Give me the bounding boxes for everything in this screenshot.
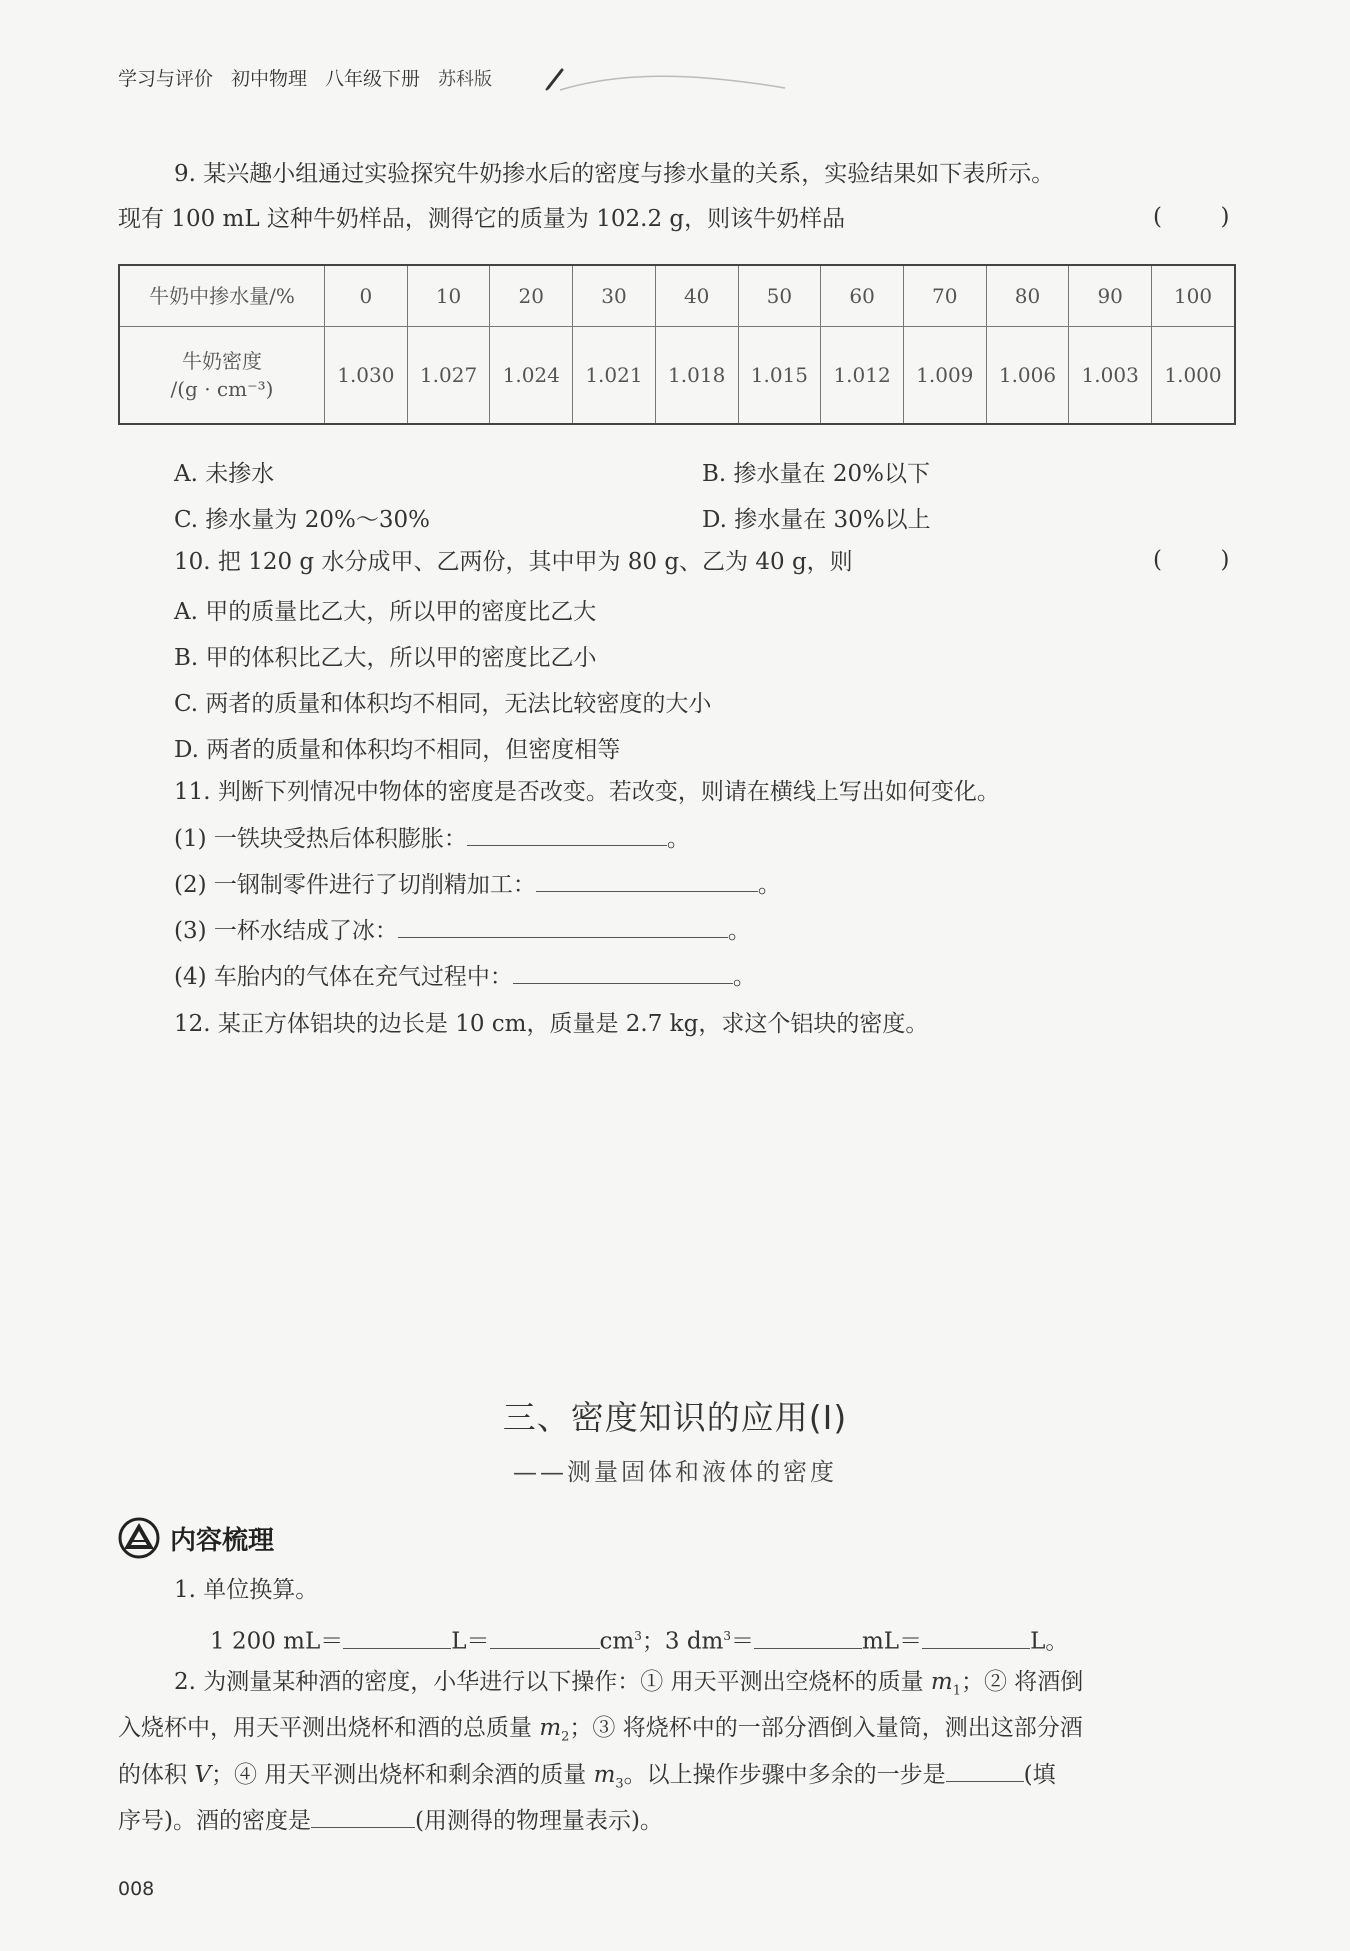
c2-line1 xyxy=(174,1667,1083,1707)
q10-option-a: A. 甲的质量比乙大，所以甲的密度比乙大 xyxy=(174,599,597,625)
q11-item1 xyxy=(174,823,690,854)
milk-density-table xyxy=(118,264,1236,425)
table-row xyxy=(119,265,1235,327)
c2-text: ；③ 将烧杯中的一部分酒倒入量筒，测出这部分酒 xyxy=(569,1715,1083,1741)
c1-text: L。 xyxy=(1030,1628,1069,1655)
superscript: 3 xyxy=(634,1629,642,1643)
variable-m: m xyxy=(930,1669,953,1695)
table-cell: 1.018 xyxy=(655,327,738,425)
period: 。 xyxy=(727,918,751,944)
c2-text: ；② 将酒倒 xyxy=(960,1669,1084,1695)
q10-option-d: D. 两者的质量和体积均不相同，但密度相等 xyxy=(174,737,621,763)
answer-blank[interactable] xyxy=(513,961,733,984)
table-cell: 1.027 xyxy=(407,327,490,425)
q12-stem: 12. 某正方体铝块的边长是 10 cm，质量是 2.7 kg，求这个铝块的密度。 xyxy=(174,1011,929,1037)
c1-text: cm xyxy=(599,1628,635,1655)
table-row xyxy=(119,327,1235,425)
table-cell: 1.024 xyxy=(490,327,573,425)
q9-option-c: C. 掺水量为 20%～30% xyxy=(174,507,430,533)
c2-text: 。以上操作步骤中多余的一步是 xyxy=(623,1762,946,1788)
c1-text: ；3 dm xyxy=(641,1628,724,1655)
table-cell: 1.021 xyxy=(573,327,656,425)
c1-text: L＝ xyxy=(451,1628,490,1655)
q11-stem: 11. 判断下列情况中物体的密度是否改变。若改变，则请在横线上写出如何变化。 xyxy=(174,779,1000,805)
q9-line1: 9. 某兴趣小组通过实验探究牛奶掺水后的密度与掺水量的关系，实验结果如下表所示。 xyxy=(174,161,1055,187)
section-title: 三、密度知识的应用(Ⅰ) xyxy=(502,1398,848,1437)
table-cell: 70 xyxy=(903,265,986,327)
table-cell: 0 xyxy=(325,265,408,327)
table-cell: 10 xyxy=(407,265,490,327)
c2-text: ；④ 用天平测出烧杯和剩余酒的质量 xyxy=(210,1762,594,1788)
answer-blank[interactable] xyxy=(311,1805,415,1828)
period: 。 xyxy=(732,964,756,990)
q9-option-a: A. 未掺水 xyxy=(174,461,275,487)
table-cell: 1.012 xyxy=(821,327,904,425)
q11-item4-text: (4) 车胎内的气体在充气过程中： xyxy=(174,964,513,990)
q11-item1-text: (1) 一铁块受热后体积膨胀： xyxy=(174,826,467,852)
density-label-line1: 牛奶密度 xyxy=(182,349,262,373)
table-cell: 1.015 xyxy=(738,327,821,425)
q9-line2: 现有 100 mL 这种牛奶样品，测得它的质量为 102.2 g，则该牛奶样品 xyxy=(118,206,846,232)
answer-blank[interactable] xyxy=(946,1759,1024,1782)
c2-line3 xyxy=(118,1759,1056,1800)
q9-answer-bracket[interactable]: ( ) xyxy=(1153,204,1230,230)
superscript: 3 xyxy=(723,1629,731,1643)
heading-text: 内容梳理 xyxy=(170,1525,275,1556)
c2-line4 xyxy=(118,1805,663,1836)
c1-text: 1 200 mL＝ xyxy=(210,1628,344,1655)
table-cell: 90 xyxy=(1069,265,1152,327)
q9-option-d: D. 掺水量在 30%以上 xyxy=(702,507,931,533)
variable-v: V xyxy=(194,1762,211,1788)
table-cell: 1.009 xyxy=(903,327,986,425)
q11-item3 xyxy=(174,915,751,946)
book-title: 学习与评价 xyxy=(118,68,214,90)
q11-item2-text: (2) 一钢制零件进行了切削精加工： xyxy=(174,872,536,898)
q10-answer-bracket[interactable]: ( ) xyxy=(1153,547,1230,573)
subscript: 1 xyxy=(952,1683,961,1699)
content-review-heading xyxy=(118,1517,274,1559)
table-cell: 1.000 xyxy=(1152,327,1235,425)
c1-stem: 1. 单位换算。 xyxy=(174,1577,319,1603)
q10-option-c: C. 两者的质量和体积均不相同，无法比较密度的大小 xyxy=(174,691,712,717)
subject-label: 初中物理 xyxy=(231,68,308,90)
table-cell: 40 xyxy=(655,265,738,327)
q10-option-b: B. 甲的体积比乙大，所以甲的密度比乙小 xyxy=(174,645,597,671)
answer-blank[interactable] xyxy=(490,1626,600,1649)
q9-option-b: B. 掺水量在 20%以下 xyxy=(702,461,930,487)
c2-text: 的体积 xyxy=(118,1762,195,1788)
table-cell: 50 xyxy=(738,265,821,327)
table-cell: 60 xyxy=(821,265,904,327)
subscript: 2 xyxy=(561,1729,570,1745)
table-cell: 20 xyxy=(490,265,573,327)
table-cell: 1.006 xyxy=(986,327,1069,425)
density-label-line2: /(g · cm⁻³) xyxy=(170,377,274,401)
variable-m: m xyxy=(539,1715,562,1741)
answer-blank[interactable] xyxy=(754,1626,862,1649)
density-label xyxy=(119,327,325,425)
answer-blank[interactable] xyxy=(536,869,758,892)
pen-stroke-decoration xyxy=(540,62,790,96)
answer-blank[interactable] xyxy=(398,915,728,938)
c2-line2 xyxy=(118,1713,1083,1753)
c2-text: 入烧杯中，用天平测出烧杯和酒的总质量 xyxy=(118,1715,540,1741)
page-header xyxy=(118,64,496,91)
table-cell: 1.003 xyxy=(1069,327,1152,425)
c1-text: mL＝ xyxy=(862,1628,923,1655)
c1-conversion xyxy=(210,1621,1068,1657)
section-subtitle: ——测量固体和液体的密度 xyxy=(513,1458,837,1486)
grade-label: 八年级下册 xyxy=(325,68,421,90)
table-cell: 100 xyxy=(1152,265,1235,327)
c2-text: (用测得的物理量表示)。 xyxy=(414,1808,663,1834)
triangle-circle-icon xyxy=(118,1517,160,1559)
c2-text: 2. 为测量某种酒的密度，小华进行以下操作：① 用天平测出空烧杯的质量 xyxy=(174,1669,931,1695)
c1-text: ＝ xyxy=(731,1628,754,1655)
answer-blank[interactable] xyxy=(343,1626,451,1649)
c2-text: (填 xyxy=(1023,1762,1056,1788)
table-cell: 1.030 xyxy=(325,327,408,425)
table-cell: 30 xyxy=(573,265,656,327)
subscript: 3 xyxy=(615,1776,624,1792)
c2-text: 序号)。酒的密度是 xyxy=(118,1808,311,1834)
table-cell: 80 xyxy=(986,265,1069,327)
page-number: 008 xyxy=(118,1878,155,1900)
q10-stem: 10. 把 120 g 水分成甲、乙两份，其中甲为 80 g、乙为 40 g，则 xyxy=(174,549,853,575)
q11-item2 xyxy=(174,869,781,900)
publisher-label: 苏科版 xyxy=(438,69,493,90)
q11-item3-text: (3) 一杯水结成了冰： xyxy=(174,918,398,944)
period: 。 xyxy=(666,826,690,852)
answer-blank[interactable] xyxy=(467,823,667,846)
variable-m: m xyxy=(593,1762,616,1788)
q11-item4 xyxy=(174,961,756,992)
period: 。 xyxy=(757,872,781,898)
water-pct-label: 牛奶中掺水量/% xyxy=(119,265,325,327)
answer-blank[interactable] xyxy=(922,1626,1030,1649)
